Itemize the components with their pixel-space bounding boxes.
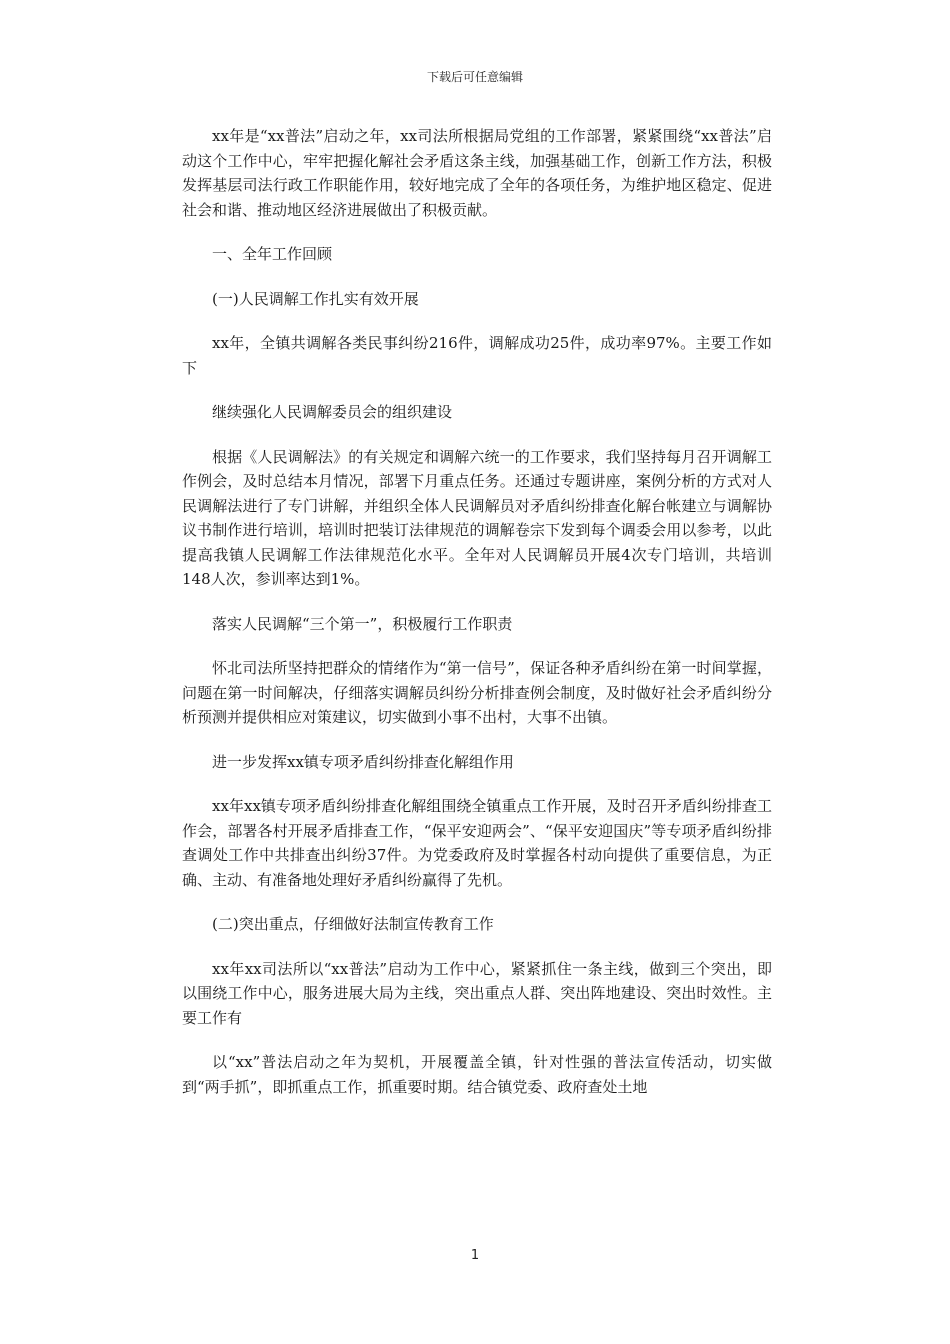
subheading-organization-building: 继续强化人民调解委员会的组织建设 — [212, 403, 453, 421]
mediation-summary-paragraph: xx年，全镇共调解各类民事纠纷216件，调解成功25件，成功率97%。主要工作如下 — [182, 334, 772, 377]
page-header: 下载后可任意编辑 — [426, 70, 523, 84]
three-firsts-paragraph: 怀北司法所坚持把群众的情绪作为“第一信号”，保证各种矛盾纠纷在第一时间掌握，问题在第一时间解决，仔细落实调解员纠纷分析排查例会制度，及时做好社会矛盾纠纷分析预测并提供相应对策建议，切实做到小事不出村，大事不出镇。 — [182, 659, 772, 726]
document-body — [182, 124, 772, 1119]
subsection-heading-legal-education: (二)突出重点，仔细做好法制宣传教育工作 — [212, 915, 494, 933]
page-number: 1 — [470, 1248, 480, 1263]
special-group-paragraph: xx年xx镇专项矛盾纠纷排查化解组围绕全镇重点工作开展，及时召开矛盾纠纷排查工作会，部署各村开展矛盾排查工作，“保平安迎两会”、“保平安迎国庆”等专项矛盾纠纷排查调处工作中共排查出纠纷37件。为党委政府及时掌握各村动向提供了重要信息，为正确、主动、有准备地处理好矛盾纠纷赢得了先机。 — [182, 797, 772, 889]
campaign-paragraph: 以“xx”普法启动之年为契机，开展覆盖全镇，针对性强的普法宣传活动，切实做到“两手抓”，即抓重点工作，抓重要时期。结合镇党委、政府查处土地 — [182, 1053, 772, 1096]
intro-paragraph: xx年是“xx普法”启动之年，xx司法所根据局党组的工作部署，紧紧围绕“xx普法”启动这个工作中心，牢牢把握化解社会矛盾这条主线，加强基础工作，创新工作方法，积极发挥基层司法行政工作职能作用，较好地完成了全年的各项任务，为维护地区稳定、促进社会和谐、推动地区经济进展做出了积极贡献。 — [182, 127, 772, 219]
section-heading-annual-review: 一、全年工作回顾 — [212, 245, 333, 263]
subheading-three-firsts: 落实人民调解“三个第一”，积极履行工作职责 — [212, 614, 513, 633]
subsection-heading-mediation: (一)人民调解工作扎实有效开展 — [212, 289, 419, 308]
legal-education-paragraph: xx年xx司法所以“xx普法”启动为工作中心，紧紧抓住一条主线，做到三个突出，即以围绕工作中心，服务进展大局为主线，突出重点人群、突出阵地建设、突出时效性。主要工作有 — [182, 959, 772, 1027]
subheading-special-group: 进一步发挥xx镇专项矛盾纠纷排查化解组作用 — [212, 752, 514, 771]
organization-building-paragraph: 根据《人民调解法》的有关规定和调解六统一的工作要求，我们坚持每月召开调解工作例会，及时总结本月情况，部署下月重点任务。还通过专题讲座，案例分析的方式对人民调解法进行了专门讲解，并组织全体人民调解员对矛盾纠纷排查化解台帐建立与调解协议书制作进行培训，培训时把装订法律规范的调解卷宗下发到每个调委会用以参考，以此提高我镇人民调解工作法律规范化水平。全年对人民调解员开展4次专门培训，共培训148人次，参训率达到1%。 — [182, 447, 772, 588]
